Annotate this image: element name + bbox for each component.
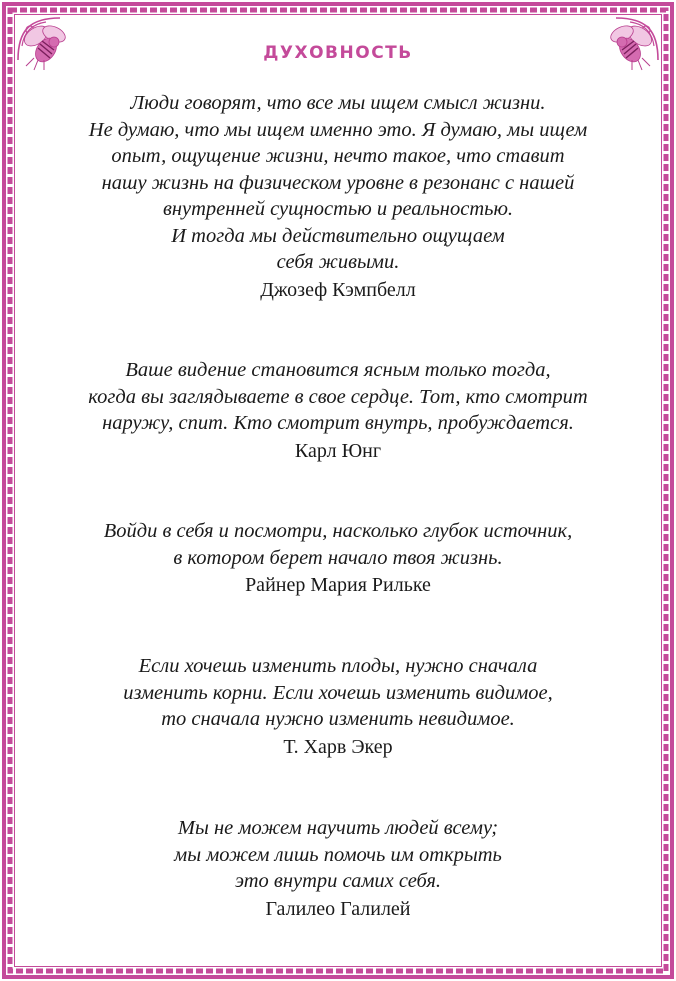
quote-line: опыт, ощущение жизни, нечто такое, что ставит: [111, 145, 565, 167]
quote-block: [40, 653, 636, 760]
quote-line: И тогда мы действительно ощущаем: [171, 224, 505, 247]
quote-line: это внутри самих себя.: [234, 870, 442, 892]
quote-author: Карл Юнг: [294, 439, 382, 462]
quote-line: когда вы заглядываете в свое сердце. Тот, кто смотрит: [88, 385, 588, 408]
quote-author: Галилео Галилей: [265, 897, 411, 920]
quote-line: мы можем лишь помочь им открыть: [174, 843, 502, 866]
quote-author: Джозеф Кэмпбелл: [260, 278, 416, 301]
quote-line: то сначала нужно изменить невидимое.: [161, 708, 515, 730]
quote-line: внутренней сущностью и реальностью.: [162, 198, 514, 220]
quote-line: Войди в себя и посмотри, насколько глубок источник,: [103, 520, 573, 542]
quote-line: Если хочешь изменить плоды, нужно сначала: [138, 655, 538, 677]
quote-line: в котором берет начало твоя жизнь.: [173, 546, 503, 569]
quote-author: Райнер Мария Рильке: [245, 574, 431, 596]
quote-block: [40, 357, 636, 464]
quote-line: Люди говорят, что все мы ищем смысл жизни.: [130, 92, 546, 114]
quote-line: наружу, спит. Кто смотрит внутрь, пробуждается.: [102, 412, 574, 434]
page-title: ДУХОВНОСТЬ: [263, 43, 413, 63]
quote-line: нашу жизнь на физическом уровне в резонанс с нашей: [101, 171, 575, 194]
quote-line: Мы не можем научить людей всему;: [177, 817, 499, 839]
quote-line: себя живыми.: [276, 251, 400, 273]
quote-author: Т. Харв Экер: [283, 735, 393, 758]
quote-block: [40, 815, 636, 922]
quote-line: Ваше видение становится ясным только тогда,: [125, 359, 551, 381]
quote-block: [40, 518, 636, 599]
quote-line: Не думаю, что мы ищем именно это. Я думаю, мы ищем: [88, 118, 588, 141]
quote-line: изменить корни. Если хочешь изменить видимое,: [123, 681, 553, 704]
quote-block: [40, 90, 636, 303]
